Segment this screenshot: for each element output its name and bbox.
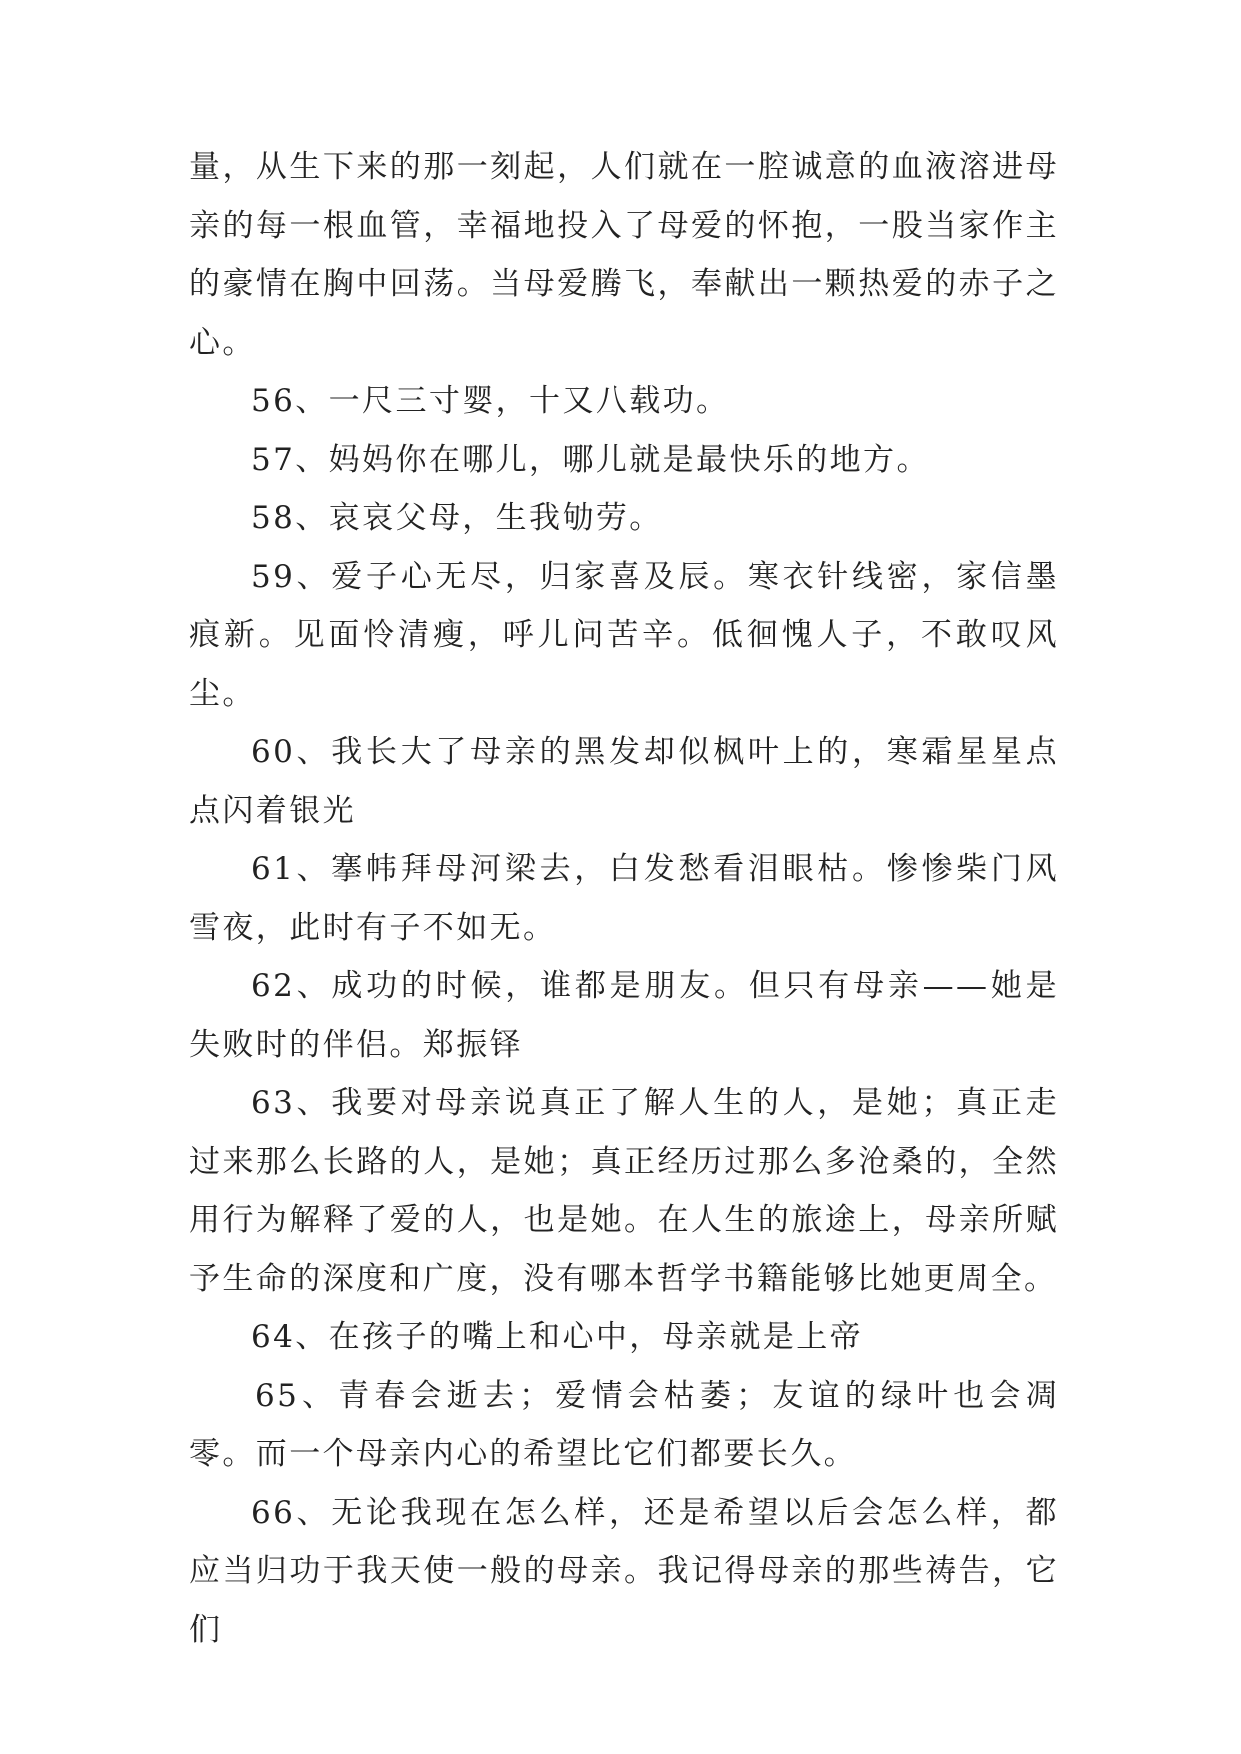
paragraph-continuation: 量，从生下来的那一刻起，人们就在一腔诚意的血液溶进母亲的每一根血管，幸福地投入了母爱的怀抱，一股当家作主的豪情在胸中回荡。当母爱腾飞，奉献出一颗热爱的赤子之心。 bbox=[189, 149, 1059, 361]
paragraph-62: 62、成功的时候，谁都是朋友。但只有母亲——她是失败时的伴侣。郑振铎 bbox=[189, 968, 1059, 1063]
paragraph-63: 63、我要对母亲说真正了解人生的人，是她；真正走过来那么长路的人，是她；真正经历过那么多沧桑的，全然用行为解释了爱的人，也是她。在人生的旅途上，母亲所赋予生命的深度和广度，没有哪本哲学书籍能够比她更周全。 bbox=[189, 1085, 1059, 1297]
paragraph-56: 56、一尺三寸婴，十又八载功。 bbox=[251, 383, 730, 419]
paragraph-65: 65、青春会逝去；爱情会枯萎；友谊的绿叶也会凋零。而一个母亲内心的希望比它们都要长久。 bbox=[189, 1377, 1059, 1472]
paragraph-58: 58、哀哀父母，生我劬劳。 bbox=[251, 500, 663, 536]
paragraph-61: 61、搴帏拜母河梁去，白发愁看泪眼枯。惨惨柴门风雪夜，此时有子不如无。 bbox=[189, 851, 1059, 946]
paragraph-57: 57、妈妈你在哪儿，哪儿就是最快乐的地方。 bbox=[251, 441, 930, 478]
paragraph-60: 60、我长大了母亲的黑发却似枫叶上的，寒霜星星点点闪着银光 bbox=[189, 734, 1059, 829]
paragraph-59: 59、爱子心无尽，归家喜及辰。寒衣针线密，家信墨痕新。见面怜清瘦，呼儿问苦辛。低徊愧人子，不敢叹风尘。 bbox=[189, 558, 1059, 712]
document-body bbox=[189, 138, 1059, 1659]
paragraph-64: 64、在孩子的嘴上和心中，母亲就是上帝 bbox=[251, 1319, 864, 1355]
paragraph-66: 66、无论我现在怎么样，还是希望以后会怎么样，都应当归功于我天使一般的母亲。我记得母亲的那些祷告，它们 bbox=[189, 1494, 1059, 1648]
